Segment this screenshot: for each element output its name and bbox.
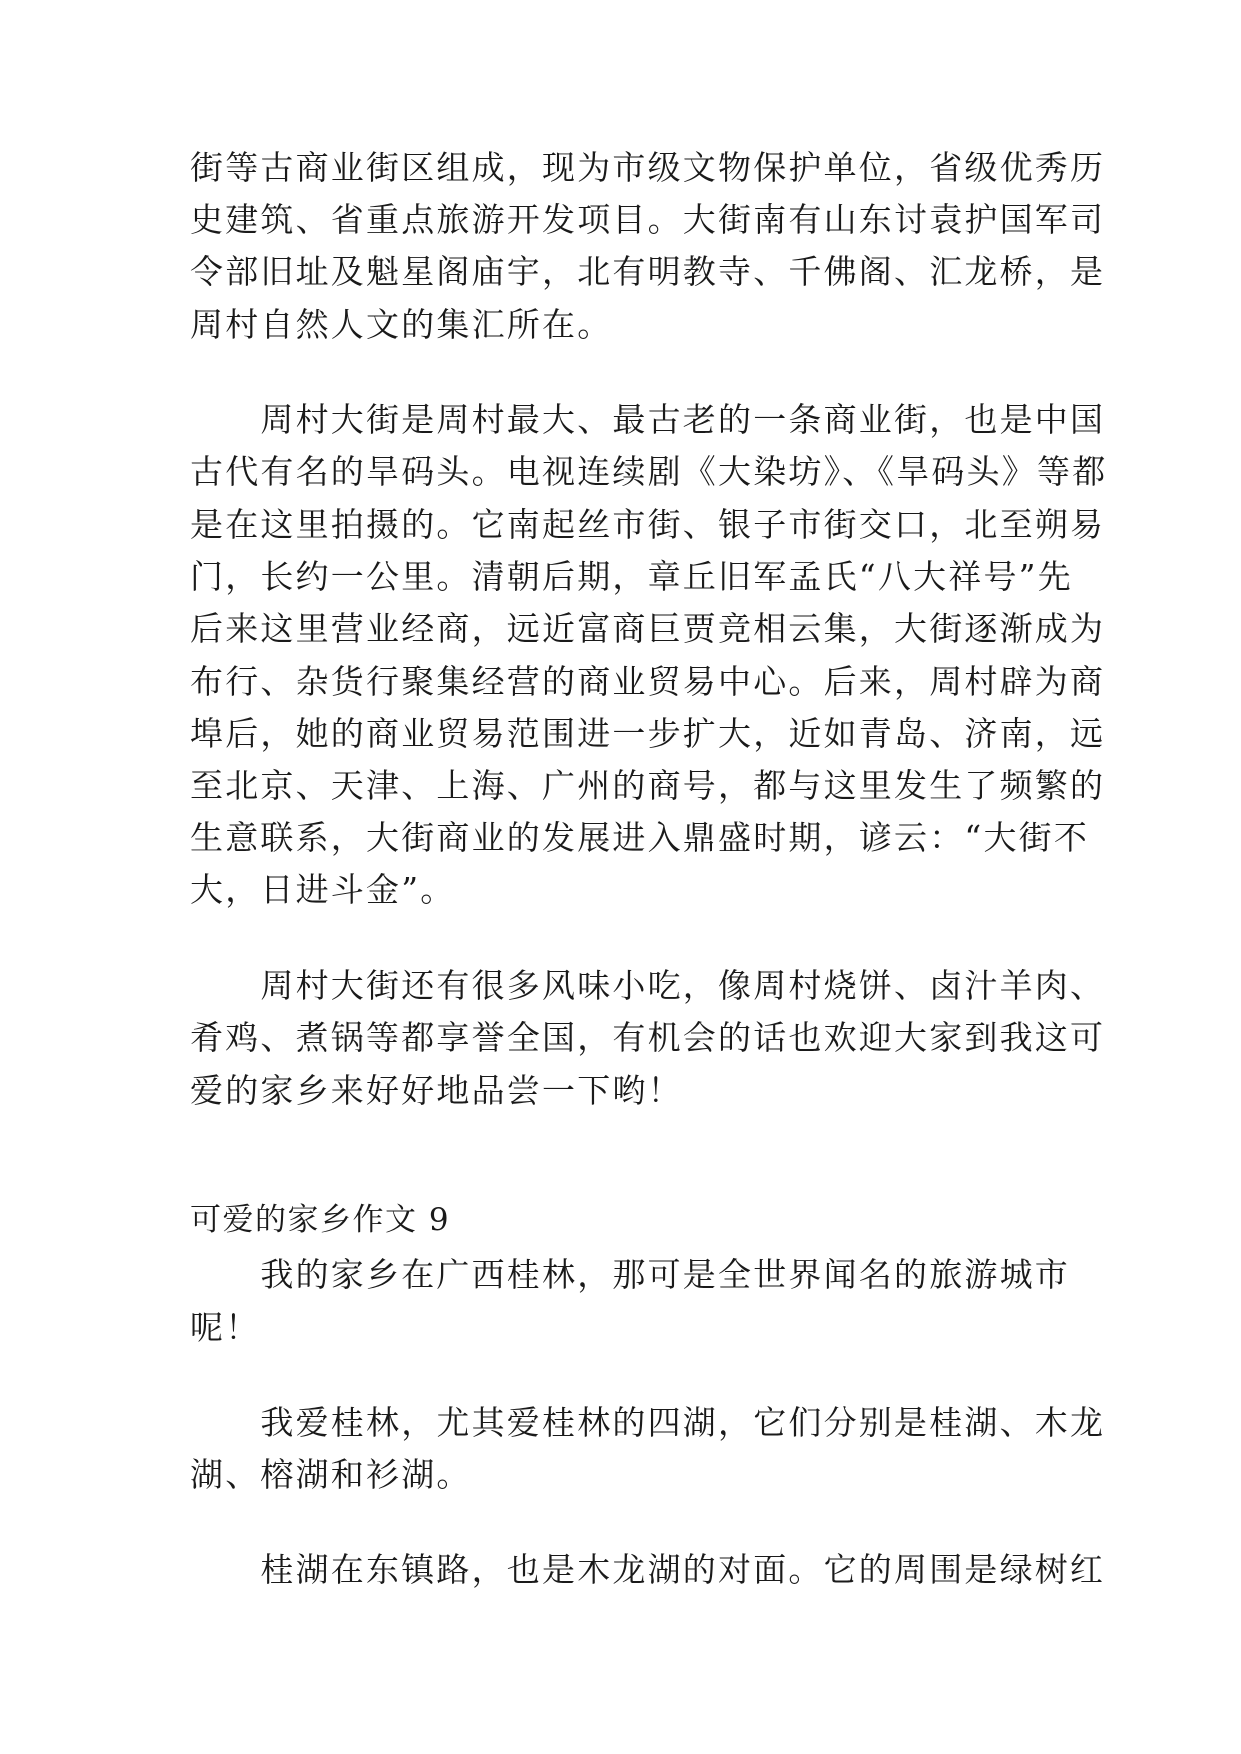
text-line: 呢！ [190, 1308, 261, 1347]
text-line: 至北京、天津、上海、广州的商号，都与这里发生了频繁的 [190, 766, 1106, 805]
text-line: 史建筑、省重点旅游开发项目。大街南有山东讨袁护国军司 [190, 200, 1106, 239]
text-line: 埠后，她的商业贸易范围进一步扩大，近如青岛、济南，远 [190, 714, 1106, 753]
text-line: 周村大街还有很多风味小吃，像周村烧饼、卤汁羊肉、 [190, 966, 1106, 1005]
text-line: 爱的家乡来好好地品尝一下哟！ [190, 1071, 683, 1110]
text-line: 布行、杂货行聚集经营的商业贸易中心。后来，周村辟为商 [190, 662, 1106, 701]
text-line: 古代有名的旱码头。电视连续剧《大染坊》、《旱码头》等都 [190, 452, 1108, 491]
text-line: 门，长约一公里。清朝后期，章丘旧军孟氏“八大祥号”先 [190, 557, 1073, 596]
text-line: 大，日进斗金”。 [190, 870, 456, 909]
text-line: 我爱桂林，尤其爱桂林的四湖，它们分别是桂湖、木龙 [190, 1403, 1106, 1442]
text-line: 桂湖在东镇路，也是木龙湖的对面。它的周围是绿树红 [190, 1550, 1106, 1589]
section-title: 可爱的家乡作文 9 [190, 1202, 451, 1238]
text-line: 是在这里拍摄的。它南起丝市街、银子市街交口，北至朔易 [190, 505, 1106, 544]
text-line: 后来这里营业经商，远近富商巨贾竞相云集，大街逐渐成为 [190, 609, 1106, 648]
text-line: 周村大街是周村最大、最古老的一条商业街，也是中国 [190, 400, 1106, 439]
text-line: 湖、榕湖和衫湖。 [190, 1455, 472, 1494]
text-line: 肴鸡、煮锅等都享誉全国，有机会的话也欢迎大家到我这可 [190, 1018, 1106, 1057]
text-line: 生意联系，大街商业的发展进入鼎盛时期，谚云：“大街不 [190, 818, 1090, 857]
text-line: 我的家乡在广西桂林，那可是全世界闻名的旅游城市 [190, 1255, 1070, 1294]
text-line: 令部旧址及魁星阁庙宇，北有明教寺、千佛阁、汇龙桥，是 [190, 252, 1106, 291]
text-line: 周村自然人文的集汇所在。 [190, 305, 613, 344]
text-line: 街等古商业街区组成，现为市级文物保护单位，省级优秀历 [190, 148, 1106, 187]
